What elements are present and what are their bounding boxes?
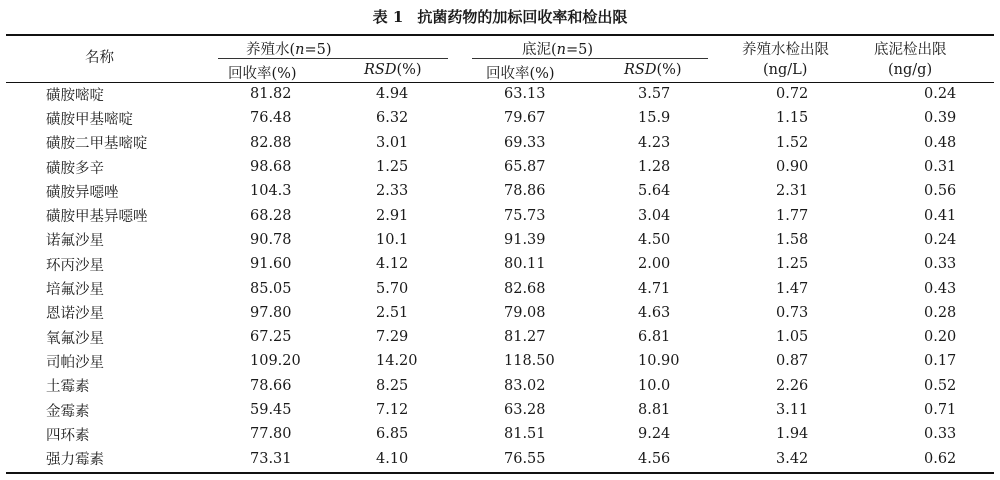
table-title: 抗菌药物的加标回收率和检出限: [417, 8, 628, 26]
compound-name: 强力霉素: [46, 452, 104, 469]
header-sediment-recovery: 回收率(%): [486, 66, 555, 82]
cell-lod-w: 1.05: [776, 329, 809, 346]
cell-lod-w: 0.72: [776, 86, 809, 103]
cell-s-rsd: 8.81: [638, 402, 671, 418]
cell-lod-w: 2.31: [776, 183, 809, 200]
header-lod-water: 养殖水检出限: [742, 42, 829, 58]
cell-lod-s: 0.24: [924, 86, 957, 103]
table-row: [6, 106, 994, 130]
cell-w-rec: 78.66: [250, 377, 292, 394]
cell-s-rsd: 10.0: [638, 377, 671, 394]
cell-s-rec: 81.51: [504, 426, 546, 443]
header-lod-sediment: 底泥检出限: [874, 42, 947, 58]
cell-s-rec: 79.67: [504, 110, 546, 127]
cell-w-rsd: 1.25: [376, 159, 409, 176]
header-sediment-rsd: RSD(%): [624, 62, 682, 78]
cell-s-rsd: 2.00: [638, 256, 671, 273]
cell-lod-s: 0.31: [924, 159, 957, 176]
cell-s-rsd: 4.56: [638, 450, 671, 467]
cell-w-rec: 91.60: [250, 256, 292, 273]
table-row: [6, 349, 994, 373]
cell-w-rec: 67.25: [250, 329, 292, 346]
table-row: [6, 276, 994, 300]
cell-s-rsd: 6.81: [638, 329, 671, 346]
cell-lod-s: 0.48: [924, 134, 957, 151]
compound-name: 四环素: [46, 427, 90, 444]
cell-w-rec: 97.80: [250, 304, 292, 321]
compound-name: 金霉素: [46, 403, 90, 420]
compound-name: 培氟沙星: [46, 282, 104, 299]
cell-s-rsd: 1.28: [638, 159, 671, 176]
compound-name: 磺胺甲基异噁唑: [46, 209, 148, 226]
cell-w-rec: 81.82: [250, 86, 292, 103]
cell-lod-w: 3.42: [776, 450, 809, 467]
cell-lod-w: 0.90: [776, 159, 809, 176]
cell-w-rec: 59.45: [250, 402, 292, 418]
cell-s-rsd: 4.63: [638, 304, 671, 321]
cell-s-rec: 75.73: [504, 207, 546, 224]
cell-s-rec: 63.28: [504, 402, 546, 418]
cell-lod-s: 0.56: [924, 183, 957, 200]
compound-name: 环丙沙星: [46, 257, 104, 274]
table-row: [6, 203, 994, 227]
compound-name: 土霉素: [46, 379, 90, 396]
cell-lod-s: 0.41: [924, 207, 957, 224]
table-number: 表 1: [372, 8, 404, 26]
cell-lod-s: 0.20: [924, 329, 957, 346]
cell-lod-s: 0.33: [924, 426, 957, 443]
cell-w-rsd: 5.70: [376, 280, 409, 297]
table-caption: [0, 0, 1000, 34]
table-row: [6, 325, 994, 349]
header-lod-sediment-unit: (ng/g): [888, 62, 933, 78]
compound-name: 氧氟沙星: [46, 330, 104, 347]
cell-w-rec: 82.88: [250, 134, 292, 151]
cell-s-rec: 78.86: [504, 183, 546, 200]
table-row: [6, 398, 994, 422]
cell-w-rec: 109.20: [250, 353, 301, 370]
cell-w-rsd: 2.33: [376, 183, 409, 200]
cell-s-rsd: 3.57: [638, 86, 671, 103]
table-row: [6, 301, 994, 325]
header-name: 名称: [85, 50, 114, 66]
cell-s-rsd: 4.50: [638, 231, 671, 248]
compound-name: 磺胺甲基嘧啶: [46, 111, 133, 128]
cell-lod-s: 0.39: [924, 110, 957, 127]
cell-w-rsd: 8.25: [376, 377, 409, 394]
compound-name: 磺胺多辛: [46, 160, 104, 177]
recovery-table: [6, 82, 994, 471]
cell-lod-w: 1.52: [776, 134, 809, 151]
cell-w-rsd: 2.91: [376, 207, 409, 224]
table-row: [6, 179, 994, 203]
cell-lod-s: 0.52: [924, 377, 957, 394]
cell-w-rec: 104.3: [250, 183, 292, 200]
bottom-rule: [6, 472, 994, 474]
header-water-recovery: 回收率(%): [228, 66, 297, 82]
cell-s-rec: 63.13: [504, 86, 546, 103]
cell-lod-w: 1.58: [776, 231, 809, 248]
cell-s-rsd: 15.9: [638, 110, 671, 127]
cell-lod-s: 0.33: [924, 256, 957, 273]
cell-lod-s: 0.71: [924, 402, 957, 418]
water-group-rule: [218, 58, 448, 59]
cell-lod-s: 0.17: [924, 353, 957, 370]
cell-s-rsd: 4.71: [638, 280, 671, 297]
cell-s-rec: 80.11: [504, 256, 546, 273]
cell-s-rec: 76.55: [504, 450, 546, 467]
sediment-group-rule: [472, 58, 708, 59]
header-group-water: 养殖水(n=5): [246, 42, 332, 58]
cell-lod-w: 1.94: [776, 426, 809, 443]
cell-s-rsd: 4.23: [638, 134, 671, 151]
cell-w-rec: 76.48: [250, 110, 292, 127]
compound-name: 磺胺嘧啶: [46, 87, 104, 104]
cell-w-rsd: 6.32: [376, 110, 409, 127]
cell-w-rsd: 14.20: [376, 353, 418, 370]
cell-s-rsd: 10.90: [638, 353, 680, 370]
cell-lod-w: 0.73: [776, 304, 809, 321]
cell-s-rec: 81.27: [504, 329, 546, 346]
table-row: [6, 252, 994, 276]
cell-lod-w: 1.47: [776, 280, 809, 297]
table-row: [6, 446, 994, 470]
cell-w-rec: 77.80: [250, 426, 292, 443]
cell-w-rec: 85.05: [250, 280, 292, 297]
cell-w-rsd: 7.29: [376, 329, 409, 346]
compound-name: 磺胺异噁唑: [46, 184, 119, 201]
cell-s-rec: 83.02: [504, 377, 546, 394]
cell-w-rec: 68.28: [250, 207, 292, 224]
header-lod-water-unit: (ng/L): [763, 62, 808, 78]
table-row: [6, 155, 994, 179]
cell-lod-s: 0.24: [924, 231, 957, 248]
cell-w-rec: 90.78: [250, 231, 292, 248]
table-row: [6, 131, 994, 155]
table-row: [6, 228, 994, 252]
header-group-sediment: 底泥(n=5): [522, 42, 594, 58]
cell-lod-w: 3.11: [776, 402, 809, 418]
cell-w-rsd: 4.94: [376, 86, 409, 103]
top-rule: [6, 34, 994, 36]
cell-w-rsd: 10.1: [376, 231, 409, 248]
cell-lod-w: 1.25: [776, 256, 809, 273]
cell-s-rec: 65.87: [504, 159, 546, 176]
cell-s-rec: 118.50: [504, 353, 555, 370]
cell-w-rsd: 2.51: [376, 304, 409, 321]
cell-s-rsd: 3.04: [638, 207, 671, 224]
cell-lod-s: 0.28: [924, 304, 957, 321]
cell-lod-w: 0.87: [776, 353, 809, 370]
cell-w-rsd: 4.10: [376, 450, 409, 467]
cell-s-rsd: 5.64: [638, 183, 671, 200]
cell-w-rsd: 4.12: [376, 256, 409, 273]
cell-s-rec: 82.68: [504, 280, 546, 297]
cell-w-rsd: 3.01: [376, 134, 409, 151]
cell-s-rec: 69.33: [504, 134, 546, 151]
cell-s-rec: 91.39: [504, 231, 546, 248]
cell-s-rsd: 9.24: [638, 426, 671, 443]
cell-lod-w: 1.15: [776, 110, 809, 127]
cell-w-rec: 98.68: [250, 159, 292, 176]
table-row: [6, 82, 994, 106]
compound-name: 司帕沙星: [46, 354, 104, 371]
cell-w-rec: 73.31: [250, 450, 292, 467]
header-water-rsd: RSD(%): [364, 62, 422, 78]
cell-lod-w: 1.77: [776, 207, 809, 224]
table-row: [6, 374, 994, 398]
cell-w-rsd: 6.85: [376, 426, 409, 443]
compound-name: 磺胺二甲基嘧啶: [46, 136, 148, 153]
cell-w-rsd: 7.12: [376, 402, 409, 418]
table-row: [6, 422, 994, 446]
cell-lod-w: 2.26: [776, 377, 809, 394]
compound-name: 恩诺沙星: [46, 306, 104, 323]
cell-lod-s: 0.43: [924, 280, 957, 297]
cell-s-rec: 79.08: [504, 304, 546, 321]
cell-lod-s: 0.62: [924, 450, 957, 467]
compound-name: 诺氟沙星: [46, 233, 104, 250]
